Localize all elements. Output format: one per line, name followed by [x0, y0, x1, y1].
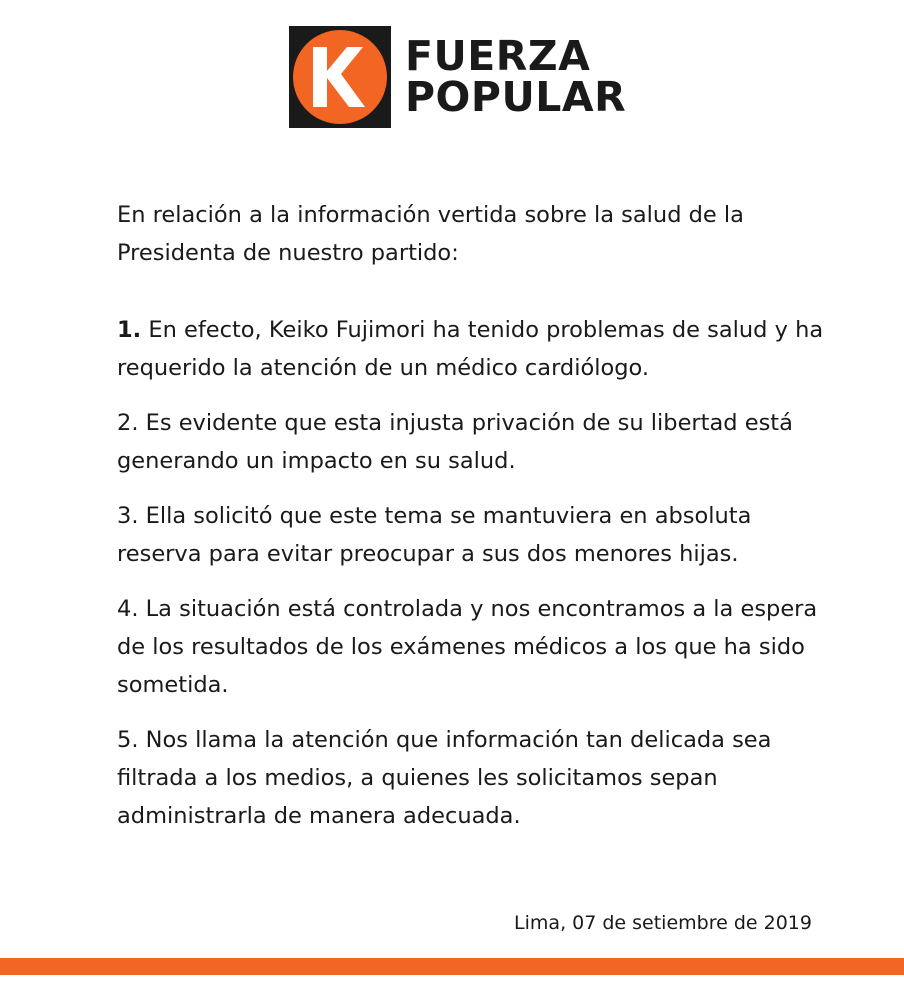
- statement-point-3: [117, 497, 837, 573]
- statement-point-1: [117, 311, 837, 387]
- point-text: La situación está controlada y nos encontramos a la espera de los resultados de los exámenes médicos a los que ha sido sometida.: [117, 596, 818, 698]
- statement-point-2: [117, 404, 837, 480]
- point-number: 2.: [117, 410, 139, 436]
- logo-line-1: FUERZA: [405, 32, 591, 80]
- logo-wordmark: [405, 32, 627, 121]
- intro-paragraph: En relación a la información vertida sobre la salud de la Presidenta de nuestro partido:: [117, 202, 744, 266]
- k-letter-icon: [289, 26, 391, 128]
- point-text: En efecto, Keiko Fujimori ha tenido problemas de salud y ha requerido la atención de un médico cardiólogo.: [117, 317, 824, 381]
- logo-line-2: POPULAR: [405, 73, 627, 121]
- bottom-accent-bar: [0, 958, 904, 975]
- point-number: 3.: [117, 503, 139, 529]
- statement-point-4: [117, 590, 837, 704]
- point-number: 5.: [117, 727, 139, 753]
- point-text: Es evidente que esta injusta privación de su libertad está generando un impacto en su salud.: [117, 410, 793, 474]
- point-number: 4.: [117, 596, 139, 622]
- point-number: 1.: [117, 317, 142, 343]
- party-logo: [289, 26, 626, 128]
- point-text: Ella solicitó que este tema se mantuviera en absoluta reserva para evitar preocupar a sus dos menores hijas.: [117, 503, 752, 567]
- statement-point-5: [117, 721, 837, 835]
- statement-body: [117, 196, 837, 852]
- point-text: Nos llama la atención que información tan delicada sea filtrada a los medios, a quienes les solicitamos sepan administrarla de manera adecuada.: [117, 727, 772, 829]
- date-line: Lima, 07 de setiembre de 2019: [514, 912, 812, 934]
- logo-mark: [289, 26, 391, 128]
